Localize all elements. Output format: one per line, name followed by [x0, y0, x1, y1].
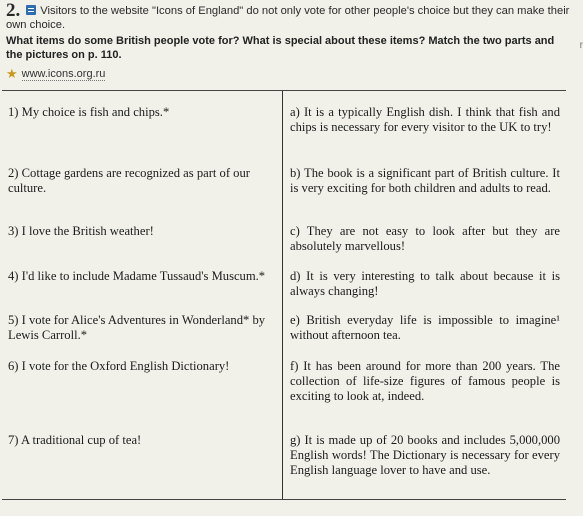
edge-mark: r: [579, 40, 583, 51]
right-item: e) British everyday life is impossible to imagine¹ without afternoon tea.: [290, 313, 560, 342]
right-item: f) It has been around for more than 200 years. The collection of life-size figures of famous people is exciting to look at, indeed.: [290, 359, 560, 403]
left-item: 2) Cottage gardens are recognized as part of our culture.: [8, 166, 250, 195]
column-divider: [282, 91, 283, 499]
right-item: c) They are not easy to look after but they are absolutely marvellous!: [290, 224, 560, 253]
right-item: g) It is made up of 20 books and includes 5,000,000 English words! The Dictionary is necessary for every English language lover to have and use.: [290, 433, 560, 477]
right-item: b) The book is a significant part of British culture. It is very exciting for both children and adults to read.: [290, 166, 560, 195]
exercise-intro: Visitors to the website "Icons of England" do not only vote for other people's choice but they can make their own choice.: [6, 5, 570, 31]
exercise-intro-line: [6, 0, 571, 32]
star-icon: ★: [6, 66, 18, 81]
left-item: 6) I vote for the Oxford English Dictionary!: [8, 359, 230, 373]
right-item: a) It is a typically English dish. I think that fish and chips is necessary for every visitor to the UK to try!: [290, 105, 560, 134]
website-link[interactable]: www.icons.org.ru: [21, 67, 106, 80]
matching-table: [2, 90, 566, 500]
book-icon: [26, 5, 36, 15]
left-item: 1) My choice is fish and chips.*: [8, 105, 170, 119]
left-item: 3) I love the British weather!: [8, 224, 154, 238]
left-item: 4) I'd like to include Madame Tussaud's Muscum.*: [8, 269, 266, 283]
exercise-question: What items do some British people vote for? What is special about these items? Match the two parts and the pictures on p. 110.: [6, 35, 555, 61]
exercise-header: [6, 0, 571, 82]
exercise-number: 2.: [6, 0, 21, 21]
right-item: d) It is very interesting to talk about because it is always changing!: [290, 269, 560, 298]
left-item: 7) A traditional cup of tea!: [8, 433, 142, 447]
left-item: 5) I vote for Alice's Adventures in Wonderland* by Lewis Carroll.*: [8, 313, 266, 342]
website-reference: [6, 66, 571, 82]
